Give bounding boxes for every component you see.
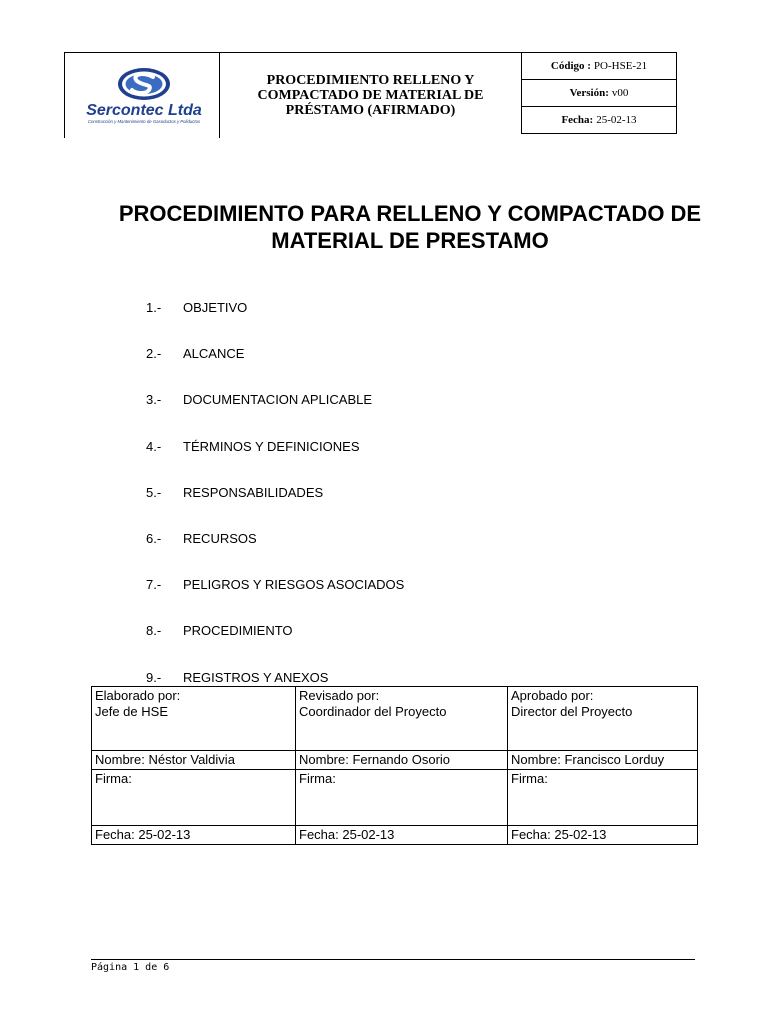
table-row [92,826,698,845]
company-logo-cell [64,52,219,138]
nombre-revisado: Nombre: Fernando Osorio [296,751,508,770]
version-value: v00 [611,87,629,99]
fecha-revisado: Fecha: 25-02-13 [296,826,508,845]
toc-number: 9.- [146,669,162,685]
table-row [92,751,698,770]
fecha-row [521,106,677,134]
codigo-label: Código : [550,60,591,72]
elaborado-label: Elaborado por: [95,688,181,703]
version-row [521,79,677,107]
nombre-elaborado: Nombre: Néstor Valdivia [92,751,296,770]
codigo-value: PO-HSE-21 [593,60,648,72]
toc-number: 5.- [146,484,162,500]
toc-label: PELIGROS Y RIESGOS ASOCIADOS [183,577,405,593]
fecha-elaborado: Fecha: 25-02-13 [92,826,296,845]
elaborado-role: Jefe de HSE [95,704,168,719]
company-logo [83,65,205,131]
document-header [64,52,677,138]
aprobado-cell [508,687,698,751]
firma-elaborado: Firma: [92,770,296,826]
toc-number: 2.- [146,346,162,362]
toc-label: RESPONSABILIDADES [183,484,324,500]
toc-label: DOCUMENTACION APLICABLE [183,392,373,408]
page-number: Página 1 de 6 [91,962,170,973]
toc-label: OBJETIVO [183,300,248,315]
header-meta [521,52,677,134]
fecha-value: 25-02-13 [596,114,637,126]
approval-table [91,686,698,845]
firma-revisado: Firma: [296,770,508,826]
toc-number: 3.- [146,392,162,408]
footer-divider [91,959,695,960]
aprobado-label: Aprobado por: [511,688,594,703]
header-title-cell [219,52,521,138]
elaborado-cell [92,687,296,751]
table-row [92,770,698,826]
codigo-row [521,52,677,80]
aprobado-role: Director del Proyecto [511,704,633,719]
toc-number: 8.- [146,623,162,639]
firma-aprobado: Firma: [508,770,698,826]
fecha-label: Fecha: [561,114,594,126]
toc-label: REGISTROS Y ANEXOS [183,669,329,685]
header-title: PROCEDIMIENTO RELLENO Y COMPACTADO DE MATERIAL DE PRÉSTAMO (AFIRMADO) [257,73,484,118]
toc-number: 4.- [146,438,162,454]
table-row [92,687,698,751]
nombre-aprobado: Nombre: Francisco Lorduy [508,751,698,770]
company-tagline: Construcción y Mantenimiento de Gasoductos y Poliductos [87,119,201,124]
toc-number: 6.- [146,530,162,546]
toc-label: TÉRMINOS Y DEFINICIONES [183,438,360,454]
document-title: PROCEDIMIENTO PARA RELLENO Y COMPACTADO DE MATERIAL DE PRESTAMO [118,201,702,253]
revisado-label: Revisado por: [299,688,380,703]
toc-number: 1.- [146,300,162,315]
company-name: Sercontec Ltda [86,102,202,119]
toc-label: ALCANCE [183,346,245,362]
revisado-cell [296,687,508,751]
toc-label: RECURSOS [183,530,257,546]
revisado-role: Coordinador del Proyecto [299,704,447,719]
version-label: Versión: [569,87,609,99]
toc-label: PROCEDIMIENTO [183,623,293,639]
fecha-aprobado: Fecha: 25-02-13 [508,826,698,845]
toc-number: 7.- [146,577,162,593]
